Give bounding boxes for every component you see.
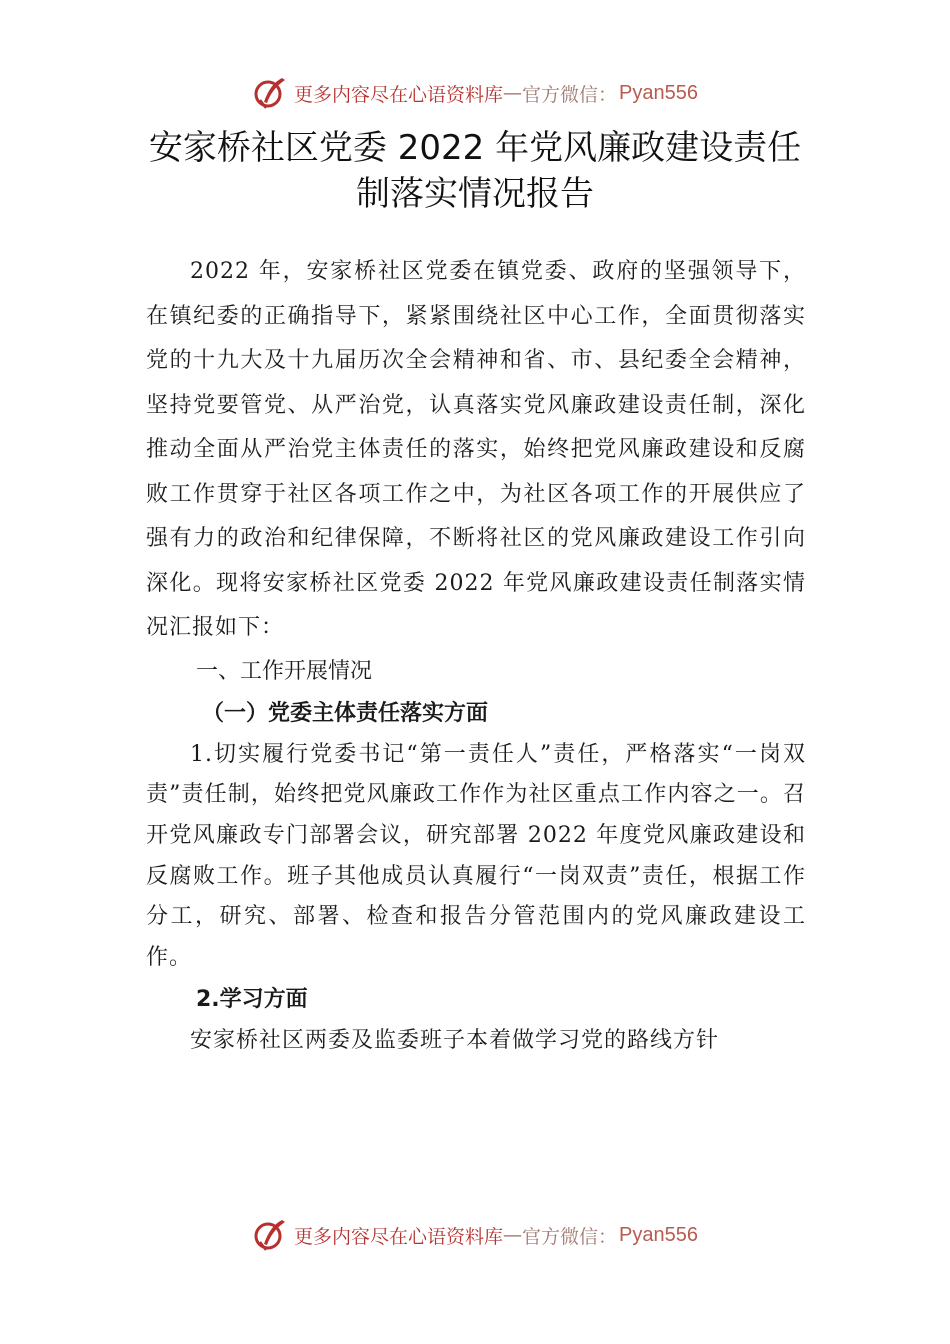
subsection-heading-1: （一）党委主体责任落实方面: [202, 700, 489, 726]
footer-banner: [0, 1215, 950, 1255]
item-2-heading: 2.学习方面: [196, 986, 308, 1012]
banner-text: 更多内容尽在心语资料库: [294, 83, 504, 106]
banner-separator: —: [503, 1224, 523, 1246]
quill-pen-logo-icon: [252, 1216, 290, 1254]
document-body: [146, 250, 806, 1061]
banner-label: 官方微信：: [522, 83, 618, 106]
title-line-2: 制落实情况报告: [356, 174, 594, 214]
section-heading-1: 一、工作开展情况: [196, 658, 373, 684]
quill-pen-logo-icon: [252, 74, 290, 112]
banner-wechat-id: Pyan556: [619, 1223, 698, 1246]
banner-text: 更多内容尽在心语资料库: [294, 1225, 504, 1248]
item-1-paragraph: 1.切实履行党委书记“第一责任人”责任，严格落实“一岗双责”责任制，始终把党风廉政工作作为社区重点工作内容之一。召开党风廉政专门部署会议，研究部署 2022 年度党风廉政建设和反腐败工作。班子其他成员认真履行“一岗双责”责任，根据工作分工，研究、部署、检查和报告分管范围内的党风廉政建设工作。: [146, 741, 806, 971]
banner-separator: —: [503, 82, 523, 104]
title-line-1: 安家桥社区党委 2022 年党风廉政建设责任: [148, 128, 802, 168]
intro-paragraph: 2022 年，安家桥社区党委在镇党委、政府的坚强领导下，在镇纪委的正确指导下，紧紧围绕社区中心工作，全面贯彻落实党的十九大及十九届历次全会精神和省、市、县纪委全会精神，坚持党要管党、从严治党，认真落实党风廉政建设责任制，深化推动全面从严治党主体责任的落实，始终把党风廉政建设和反腐败工作贯穿于社区各项工作之中，为社区各项工作的开展供应了强有力的政治和纪律保障，不断将社区的党风廉政建设工作引向深化。现将安家桥社区党委 2022 年党风廉政建设责任制落实情况汇报如下：: [146, 259, 806, 640]
document-title: [100, 125, 850, 217]
item-2-paragraph: 安家桥社区两委及监委班子本着做学习党的路线方针: [190, 1027, 720, 1053]
banner-label: 官方微信：: [522, 1225, 618, 1248]
header-banner: [0, 73, 950, 113]
banner-wechat-id: Pyan556: [619, 81, 698, 104]
